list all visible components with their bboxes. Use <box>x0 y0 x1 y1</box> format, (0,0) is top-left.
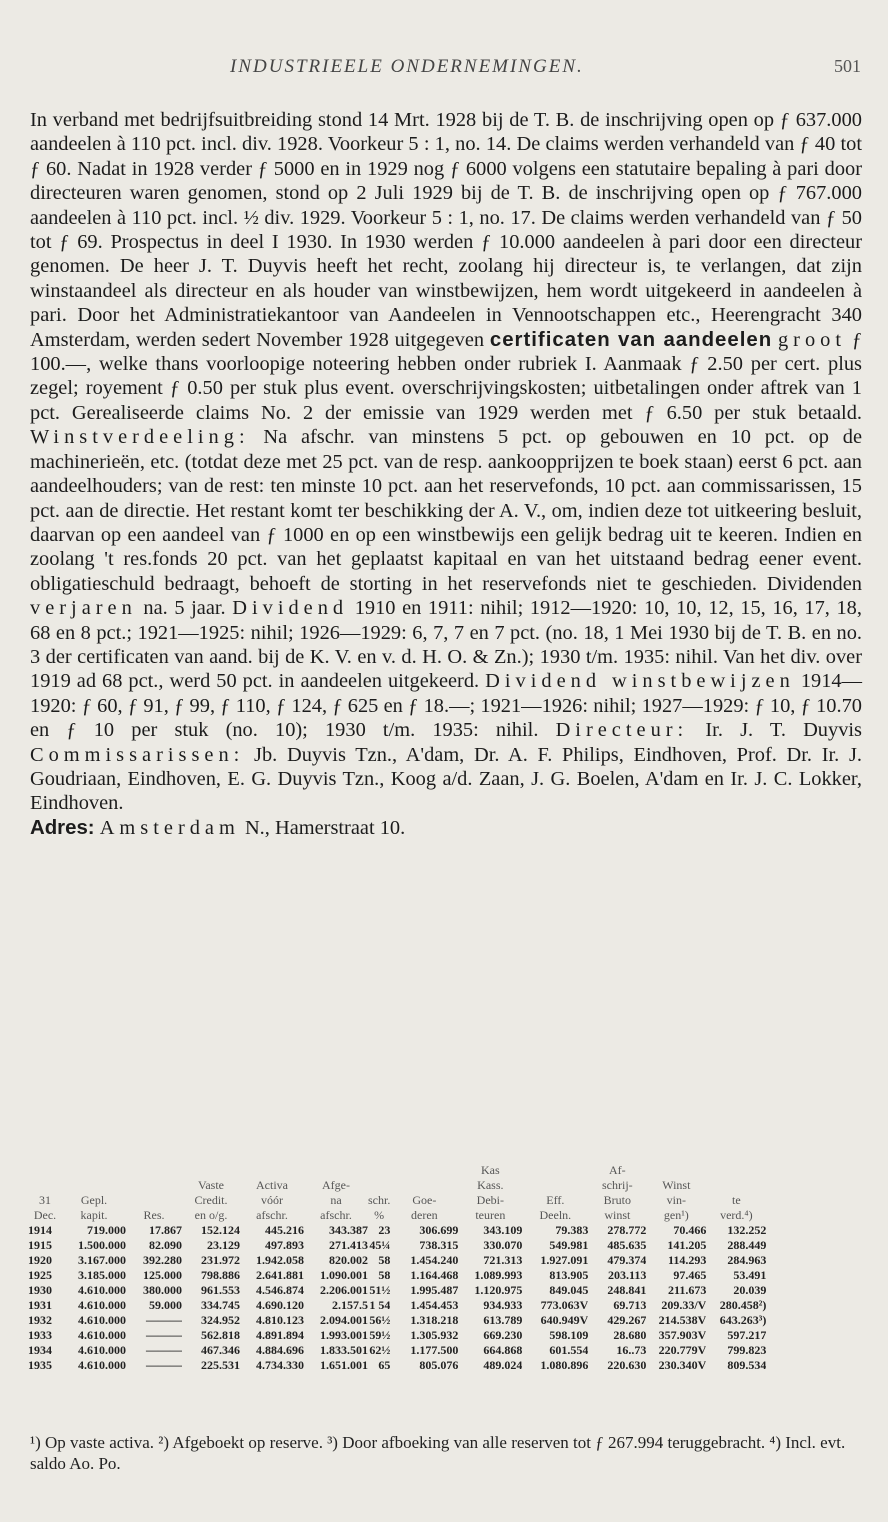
table-cell: 17.867 <box>149 1223 182 1237</box>
table-cell: 719.000 <box>87 1223 126 1237</box>
table-header-cell: gen¹) <box>663 1208 689 1222</box>
table-cell: 562.818 <box>201 1328 240 1342</box>
table-cell: 640.949V <box>540 1313 589 1327</box>
label-dividend-winstbewijzen: Dividend winstbewijzen <box>485 670 795 693</box>
table-header-cell <box>522 1163 588 1178</box>
table-cell: 4.690.120 <box>256 1298 304 1312</box>
table-row <box>28 1223 766 1238</box>
table-cell: 62½ <box>369 1343 391 1357</box>
table-cell: 1 54 <box>369 1298 391 1312</box>
table-row <box>28 1283 766 1298</box>
table-header-cell: Deeln. <box>539 1208 572 1222</box>
text-dividend: 1910 en 1911: nihil; 1912—1920: 10, 10, 12, 15, 16, 17, 18, 68 en 8 pct.; 1921—1925: nihil; 1926—1929: 6, 7, 7 en 7 pct. (no. 18, 1 Mei 1930 bij de T. B. en no. 3 der certificaten van aand. bij de K. V. en v. d. H. O. & Zn.); 1930 t/m. 1935: nihil. Van het div. over 1919 ad 68 pct., werd 50 pct. in aandeelen uitgekeerd. <box>30 597 862 693</box>
table-cell: 3.185.000 <box>78 1268 126 1282</box>
table-header-cell <box>240 1163 304 1178</box>
table-cell: 4.610.000 <box>78 1283 126 1297</box>
table-year-cell: 1920 <box>28 1253 52 1267</box>
table-cell: 70.466 <box>673 1223 707 1237</box>
table-header-cell: Res. <box>143 1208 165 1222</box>
table-row <box>28 1313 766 1328</box>
table-cell: ——— <box>146 1313 182 1327</box>
table-header-cell <box>126 1193 182 1208</box>
table-header-cell: Kas <box>481 1163 500 1177</box>
table-header-cell <box>368 1178 390 1193</box>
table-header-cell: schrij- <box>602 1178 633 1192</box>
text-directeur: Ir. J. T. Duyvis <box>705 719 862 742</box>
table-cell: 203.113 <box>608 1268 647 1282</box>
table-cell: 820.002 <box>329 1253 368 1267</box>
table-cell: 20.039 <box>733 1283 767 1297</box>
table-header-cell: afschr. <box>320 1208 352 1222</box>
table-cell: 16..73 <box>616 1343 647 1357</box>
running-title: INDUSTRIEELE ONDERNEMINGEN. <box>230 56 584 77</box>
certificates-heading: certificaten van aandeelen <box>489 328 773 351</box>
address-street: N., Hamerstraat 10. <box>244 816 406 839</box>
table-header-row <box>28 1178 766 1193</box>
table-cell: 271.413 <box>329 1238 368 1252</box>
table-header-cell <box>706 1163 766 1178</box>
table-header-cell: Winst <box>662 1178 691 1192</box>
table-cell: 284.963 <box>727 1253 767 1267</box>
table-cell: 1.164.468 <box>410 1268 459 1282</box>
table-cell: 1.993.001 <box>320 1328 368 1342</box>
table-cell: 380.000 <box>143 1283 182 1297</box>
table-cell: 1.089.993 <box>474 1268 523 1282</box>
table-cell: ——— <box>146 1358 182 1372</box>
table-cell: 4.546.874 <box>256 1283 304 1297</box>
table-cell: 613.789 <box>483 1313 523 1327</box>
table-cell: 1.995.487 <box>410 1283 459 1297</box>
table-row <box>28 1358 766 1373</box>
label-adres: Adres: <box>30 816 95 839</box>
table-header-cell <box>28 1163 62 1178</box>
page-header <box>0 56 888 86</box>
table-cell: 849.045 <box>549 1283 589 1297</box>
table-cell: 79.383 <box>555 1223 589 1237</box>
table-cell: 278.772 <box>607 1223 647 1237</box>
table-cell: 132.252 <box>727 1223 767 1237</box>
table-row <box>28 1343 766 1358</box>
table-cell: 479.374 <box>607 1253 647 1267</box>
table-header-cell <box>390 1178 458 1193</box>
table-header-cell: Dec. <box>33 1208 57 1222</box>
table-cell: 125.000 <box>143 1268 182 1282</box>
table-cell: 343.387 <box>329 1223 368 1237</box>
table-cell: 324.952 <box>201 1313 240 1327</box>
text-verjaren: na. 5 jaar. <box>143 597 226 620</box>
table-header-cell <box>368 1163 390 1178</box>
table-header-cell: winst <box>604 1208 631 1222</box>
footnote-text: ¹) Op vaste activa. ²) Afgeboekt op reserve. ³) Door afboeking van alle reserven tot ƒ 267.994 teruggebracht. ⁴) Incl. evt. saldo Ao. Po. <box>30 1433 846 1473</box>
table-cell: 773.063V <box>540 1298 589 1312</box>
table-cell: 114.293 <box>668 1253 707 1267</box>
table-cell: 1.177.500 <box>410 1343 459 1357</box>
table-cell: 214.538V <box>658 1313 707 1327</box>
table-cell: 1.942.058 <box>256 1253 304 1267</box>
table-header-cell: schr. <box>368 1193 391 1207</box>
table-cell: 467.346 <box>201 1343 240 1357</box>
table-cell: 230.340V <box>658 1358 707 1372</box>
table-header-cell: en o/g. <box>194 1208 228 1222</box>
table-header-cell: Bruto <box>603 1193 632 1207</box>
table-cell: 1.318.218 <box>410 1313 459 1327</box>
table-cell: 4.734.330 <box>256 1358 304 1372</box>
table-cell: 799.823 <box>727 1343 767 1357</box>
table-header-cell <box>182 1163 240 1178</box>
table-cell: 23.129 <box>207 1238 240 1252</box>
table-header-cell: Vaste <box>198 1178 224 1192</box>
table-cell: 334.745 <box>201 1298 240 1312</box>
table-cell: 598.109 <box>549 1328 589 1342</box>
table-cell: 1.500.000 <box>78 1238 126 1252</box>
table-header-cell <box>126 1178 182 1193</box>
table-cell: 141.205 <box>667 1238 707 1252</box>
table-header-row <box>28 1163 766 1178</box>
table-cell: 56½ <box>369 1313 391 1327</box>
table-year-cell: 1914 <box>28 1223 52 1237</box>
groot-spaced: groot <box>777 328 847 351</box>
table-cell: 306.699 <box>419 1223 459 1237</box>
table-cell: 2.094.001 <box>320 1313 368 1327</box>
table-header-cell <box>126 1163 182 1178</box>
table-header-cell <box>62 1178 126 1193</box>
table-cell: 4.610.000 <box>78 1358 126 1372</box>
table-cell: 4.610.000 <box>78 1313 126 1327</box>
table-cell: 343.109 <box>483 1223 523 1237</box>
page-number: 501 <box>834 56 861 76</box>
table-cell: 58 <box>378 1268 391 1282</box>
table-cell: 53.491 <box>733 1268 767 1282</box>
table-cell: 225.531 <box>201 1358 240 1372</box>
table-cell: 58 <box>378 1253 391 1267</box>
table-year-cell: 1935 <box>28 1358 52 1372</box>
table-cell: 601.554 <box>549 1343 589 1357</box>
table-cell: 248.841 <box>607 1283 647 1297</box>
table-cell: 961.553 <box>201 1283 240 1297</box>
table-header-cell: Afge- <box>322 1178 350 1192</box>
table-cell: 51½ <box>369 1283 391 1297</box>
table-cell: 45¼ <box>369 1238 391 1252</box>
table-cell: 357.903V <box>658 1328 707 1342</box>
table-cell: 209.33/V <box>661 1298 707 1312</box>
table-header-cell: teuren <box>475 1208 506 1222</box>
table-cell: 738.315 <box>419 1238 459 1252</box>
table-header-cell: vóór <box>261 1193 283 1207</box>
table-cell: 152.124 <box>201 1223 240 1237</box>
table-cell: 1.454.240 <box>410 1253 459 1267</box>
table-header-cell <box>304 1163 368 1178</box>
table-cell: 392.280 <box>143 1253 182 1267</box>
text-winstverdeeling: Na afschr. van minstens 5 pct. op gebouwen en 10 pct. op de machinerieën, etc. (totdat deze met 25 pct. van de resp. aankoopprijzen te boek staan) eerst 6 pct. aan aandeelhouders; van de rest: ten minste 10 pct. aan het reservefonds, 10 pct. aan commissarissen, 15 pct. aan de directie. Het restant komt ter beschikking der A. V., om, indien deze tot uitkeering besluit, daarvan op een aandeel van ƒ 1000 en op een winstbewijs een gelijk bedrag uit te keeren. Indien en zoolang 't res.fonds 20 pct. van het geplaatst kapitaal en van het uitstaand bedrag eener event. obligatieschuld bedraagt, behoeft de storting in het reservefonds niet te geschieden. Dividenden <box>30 426 862 595</box>
table-cell: 220.630 <box>607 1358 647 1372</box>
table-cell: 4.884.696 <box>256 1343 304 1357</box>
address-city: Amsterdam <box>99 816 240 839</box>
table-cell: 597.217 <box>727 1328 767 1342</box>
table-cell: 23 <box>378 1223 391 1237</box>
table-cell: 445.216 <box>265 1223 304 1237</box>
table-cell: 4.891.894 <box>256 1328 304 1342</box>
table-cell: 4.610.000 <box>78 1298 126 1312</box>
table-cell: 1.080.896 <box>540 1358 589 1372</box>
table-cell: 805.076 <box>419 1358 459 1372</box>
table-cell: 549.981 <box>549 1238 589 1252</box>
table-header-cell: te <box>732 1193 741 1207</box>
financial-table <box>28 1163 766 1373</box>
table-header-row <box>28 1193 766 1208</box>
table-year-cell: 1933 <box>28 1328 52 1342</box>
text-certificates: ƒ 100.—, welke thans voorloopige noteering hebben onder rubriek I. Aanmaak ƒ 2.50 per cert. plus zegel; royement ƒ 0.50 per stuk plus event. overschrijvingskosten; uitbetalingen onder aftrek van 1 pct. Gerealiseerde claims No. 2 der emissie van 1929 werden met ƒ 6.50 per stuk betaald. <box>30 328 863 424</box>
table-header-cell: Goe- <box>412 1193 437 1207</box>
table-year-cell: 1915 <box>28 1238 52 1252</box>
table-year-cell: 1934 <box>28 1343 52 1357</box>
table-cell: 288.449 <box>727 1238 767 1252</box>
table-cell: 643.263³) <box>719 1313 767 1327</box>
table-header-cell <box>390 1163 458 1178</box>
table-cell: 664.868 <box>483 1343 523 1357</box>
table-header <box>28 1163 766 1223</box>
label-commissarissen: Commissarissen: <box>30 743 245 766</box>
table-row <box>28 1298 766 1313</box>
table-cell: 280.458²) <box>719 1298 767 1312</box>
table-cell: 330.070 <box>483 1238 523 1252</box>
table-year-cell: 1931 <box>28 1298 52 1312</box>
table-cell: 497.893 <box>265 1238 304 1252</box>
table-cell: 4.810.123 <box>256 1313 304 1327</box>
footnotes <box>30 1432 862 1474</box>
table-cell: 669.230 <box>483 1328 523 1342</box>
table-row <box>28 1328 766 1343</box>
table-row <box>28 1268 766 1283</box>
paragraph <box>30 108 862 816</box>
table-cell: 231.972 <box>201 1253 240 1267</box>
body-text <box>30 108 862 840</box>
table-cell: 2.206.001 <box>320 1283 368 1297</box>
label-verjaren: verjaren <box>30 597 137 620</box>
table-year-cell: 1932 <box>28 1313 52 1327</box>
table-cell: 1.927.091 <box>540 1253 589 1267</box>
table-cell: 59.000 <box>149 1298 182 1312</box>
table-cell: 2.641.881 <box>256 1268 304 1282</box>
table-header-cell: Af- <box>609 1163 626 1177</box>
table-header-cell: afschr. <box>256 1208 288 1222</box>
table-cell: 934.933 <box>483 1298 523 1312</box>
table-header-cell: Debi- <box>476 1193 504 1207</box>
table-cell: 59½ <box>369 1328 391 1342</box>
table-row <box>28 1238 766 1253</box>
table-header-cell: % <box>374 1208 385 1222</box>
table-cell: 1.651.001 <box>320 1358 368 1372</box>
table-header-row <box>28 1208 766 1223</box>
table-header-cell: verd.⁴) <box>720 1208 753 1222</box>
label-directeur: Directeur: <box>555 719 689 742</box>
table-cell: 97.465 <box>673 1268 707 1282</box>
table-cell: ——— <box>146 1328 182 1342</box>
table-header-cell: na <box>330 1193 342 1207</box>
table-cell: 489.024 <box>483 1358 523 1372</box>
table-cell: 69.713 <box>613 1298 647 1312</box>
table-cell: 1.090.001 <box>320 1268 368 1282</box>
table-header-cell: vin- <box>666 1193 687 1207</box>
table-header-cell: 31 <box>39 1193 51 1207</box>
text-commissarissen: Jb. Duyvis Tzn., A'dam, Dr. A. F. Philips, Eindhoven, Prof. Dr. Ir. J. Goudriaan, Eindhoven, E. G. Duyvis Tzn., Koog a/d. Zaan, J. G. Boelen, A'dam en Ir. J. C. Lokker, Eindhoven. <box>30 743 862 815</box>
text-dividend-winstbewijzen: 1914—1920: ƒ 60, ƒ 91, ƒ 99, ƒ 110, ƒ 124, ƒ 625 en ƒ 18.—; 1921—1926: nihil; 1927—1929: ƒ 10, ƒ 10.70 en ƒ 10 per stuk (no. 10); 1930 t/m. 1935: nihil. <box>30 670 862 742</box>
table-year-cell: 1930 <box>28 1283 52 1297</box>
table-cell: 1.305.932 <box>410 1328 459 1342</box>
table-cell: 485.635 <box>607 1238 647 1252</box>
text-issue-history: In verband met bedrijfsuitbreiding stond 14 Mrt. 1928 bij de T. B. de inschrijving open op ƒ 637.000 aandeelen à 110 pct. incl. div. 1928. Voorkeur 5 : 1, no. 14. De claims werden verhandeld van ƒ 40 tot ƒ 60. Nadat in 1928 verder ƒ 5000 en in 1929 nog ƒ 6000 volgens een statutaire bepaling à pari door directeuren waren genomen, stond op 2 Juli 1929 bij de T. B. de inschrijving open op ƒ 767.000 aandeelen à 110 pct. incl. ½ div. 1929. Voorkeur 5 : 1, no. 17. De claims werden verhandeld van ƒ 50 tot ƒ 69. Prospectus in deel I 1930. In 1930 werden ƒ 10.000 aandeelen à pari door een directeur genomen. De heer J. T. Duyvis heeft het recht, zoolang hij directeur is, te verlangen, dat zijn winstaandeel als directeur en als houder van winstbewijzen, hem wordt uitgekeerd in aandeelen à pari. Door het Administratiekantoor van Aandeelen in Vennootschappen etc., Heerengracht 340 Amsterdam, werden sedert November 1928 uitgegeven <box>30 109 862 351</box>
table-cell: 2.157.5 <box>332 1298 368 1312</box>
table-cell: ——— <box>146 1343 182 1357</box>
table-header-cell <box>62 1163 126 1178</box>
table-header-cell <box>28 1178 62 1193</box>
table-year-cell: 1925 <box>28 1268 52 1282</box>
address-line <box>30 816 862 840</box>
table-header-cell: Kass. <box>477 1178 504 1192</box>
table-cell: 220.779V <box>658 1343 707 1357</box>
table-header-cell <box>646 1163 706 1178</box>
label-dividend: Dividend <box>232 597 349 620</box>
table-header-cell: deren <box>411 1208 438 1222</box>
table-cell: 1.120.975 <box>474 1283 523 1297</box>
table-cell: 1.833.501 <box>320 1343 368 1357</box>
table-body <box>28 1223 766 1373</box>
table-cell: 28.680 <box>613 1328 647 1342</box>
table-header-cell: kapit. <box>80 1208 108 1222</box>
table-cell: 429.267 <box>607 1313 647 1327</box>
table-row <box>28 1253 766 1268</box>
table-cell: 721.313 <box>483 1253 523 1267</box>
table-cell: 1.454.453 <box>410 1298 459 1312</box>
table-header-cell: Activa <box>256 1178 288 1192</box>
table-cell: 82.090 <box>149 1238 182 1252</box>
table-cell: 4.610.000 <box>78 1328 126 1342</box>
table-cell: 798.886 <box>201 1268 240 1282</box>
table-cell: 211.673 <box>668 1283 707 1297</box>
label-winstverdeeling: Winstverdeeling: <box>30 426 250 449</box>
table-header-cell: Gepl. <box>80 1193 108 1207</box>
table-header-cell <box>706 1178 766 1193</box>
table-cell: 3.167.000 <box>78 1253 126 1267</box>
table-cell: 65 <box>378 1358 391 1372</box>
table-cell: 809.534 <box>727 1358 767 1372</box>
table-header-cell <box>522 1178 588 1193</box>
table-cell: 4.610.000 <box>78 1343 126 1357</box>
table-header-cell: Eff. <box>546 1193 565 1207</box>
table-cell: 813.905 <box>549 1268 589 1282</box>
table-header-cell: Credit. <box>194 1193 228 1207</box>
